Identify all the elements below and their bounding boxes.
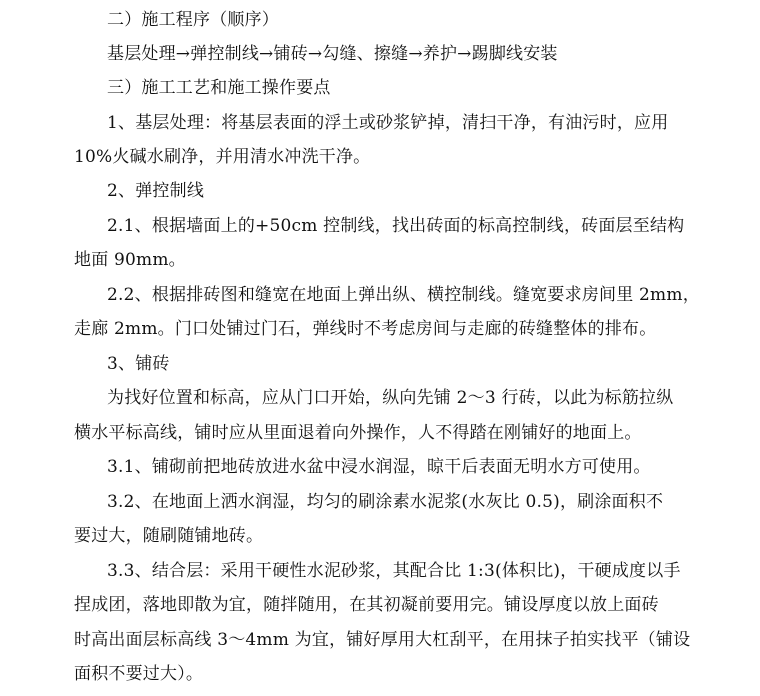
paragraph-line: 1、基层处理：将基层表面的浮土或砂浆铲掉，清扫干净，有油污时，应用	[107, 113, 669, 133]
paragraph-line: 3.3、结合层：采用干硬性水泥砂浆，其配合比 1:3(体积比)，干硬成度以手	[107, 561, 681, 581]
paragraph-line: 为找好位置和标高，应从门口开始，纵向先铺 2～3 行砖，以此为标筋拉纵	[107, 388, 674, 408]
paragraph-line: 2.1、根据墙面上的+50cm 控制线，找出砖面的标高控制线，砖面层至结构	[107, 216, 685, 236]
paragraph-line: 要过大，随刷随铺地砖。	[74, 526, 264, 546]
paragraph-line: 时高出面层标高线 3～4mm 为宜，铺好厚用大杠刮平，在用抹子拍实找平（铺设	[74, 630, 691, 650]
process-flow-line: 基层处理→弹控制线→铺砖→勾缝、擦缝→养护→踢脚线安装	[107, 44, 558, 64]
paragraph-line: 3.1、铺砌前把地砖放进水盆中浸水润湿，晾干后表面无明水方可使用。	[107, 457, 651, 477]
paragraph-line: 10%火碱水刷净，并用清水冲洗干净。	[74, 147, 371, 167]
subheading-control-lines: 2、弹控制线	[107, 181, 205, 201]
paragraph-line: 面积不要过大）。	[74, 664, 204, 684]
paragraph-line: 横水平标高线，铺时应从里面退着向外操作，人不得踏在刚铺好的地面上。	[74, 423, 642, 443]
subheading-tiling: 3、铺砖	[107, 354, 170, 374]
paragraph-line: 捏成团，落地即散为宜，随拌随用，在其初凝前要用完。铺设厚度以放上面砖	[74, 595, 659, 615]
paragraph-line: 3.2、在地面上洒水润湿，均匀的刷涂素水泥浆(水灰比 0.5)，刷涂面积不	[107, 492, 664, 512]
section-heading-construction-sequence: 二）施工程序（顺序）	[107, 10, 279, 30]
paragraph-line: 走廊 2mm。门口处铺过门石，弹线时不考虑房间与走廊的砖缝整体的排布。	[74, 319, 657, 339]
section-heading-process-points: 三）施工工艺和施工操作要点	[107, 78, 331, 98]
paragraph-line: 2.2、根据排砖图和缝宽在地面上弹出纵、横控制线。缝宽要求房间里 2mm，	[107, 285, 700, 305]
paragraph-line: 地面 90mm。	[74, 250, 186, 270]
